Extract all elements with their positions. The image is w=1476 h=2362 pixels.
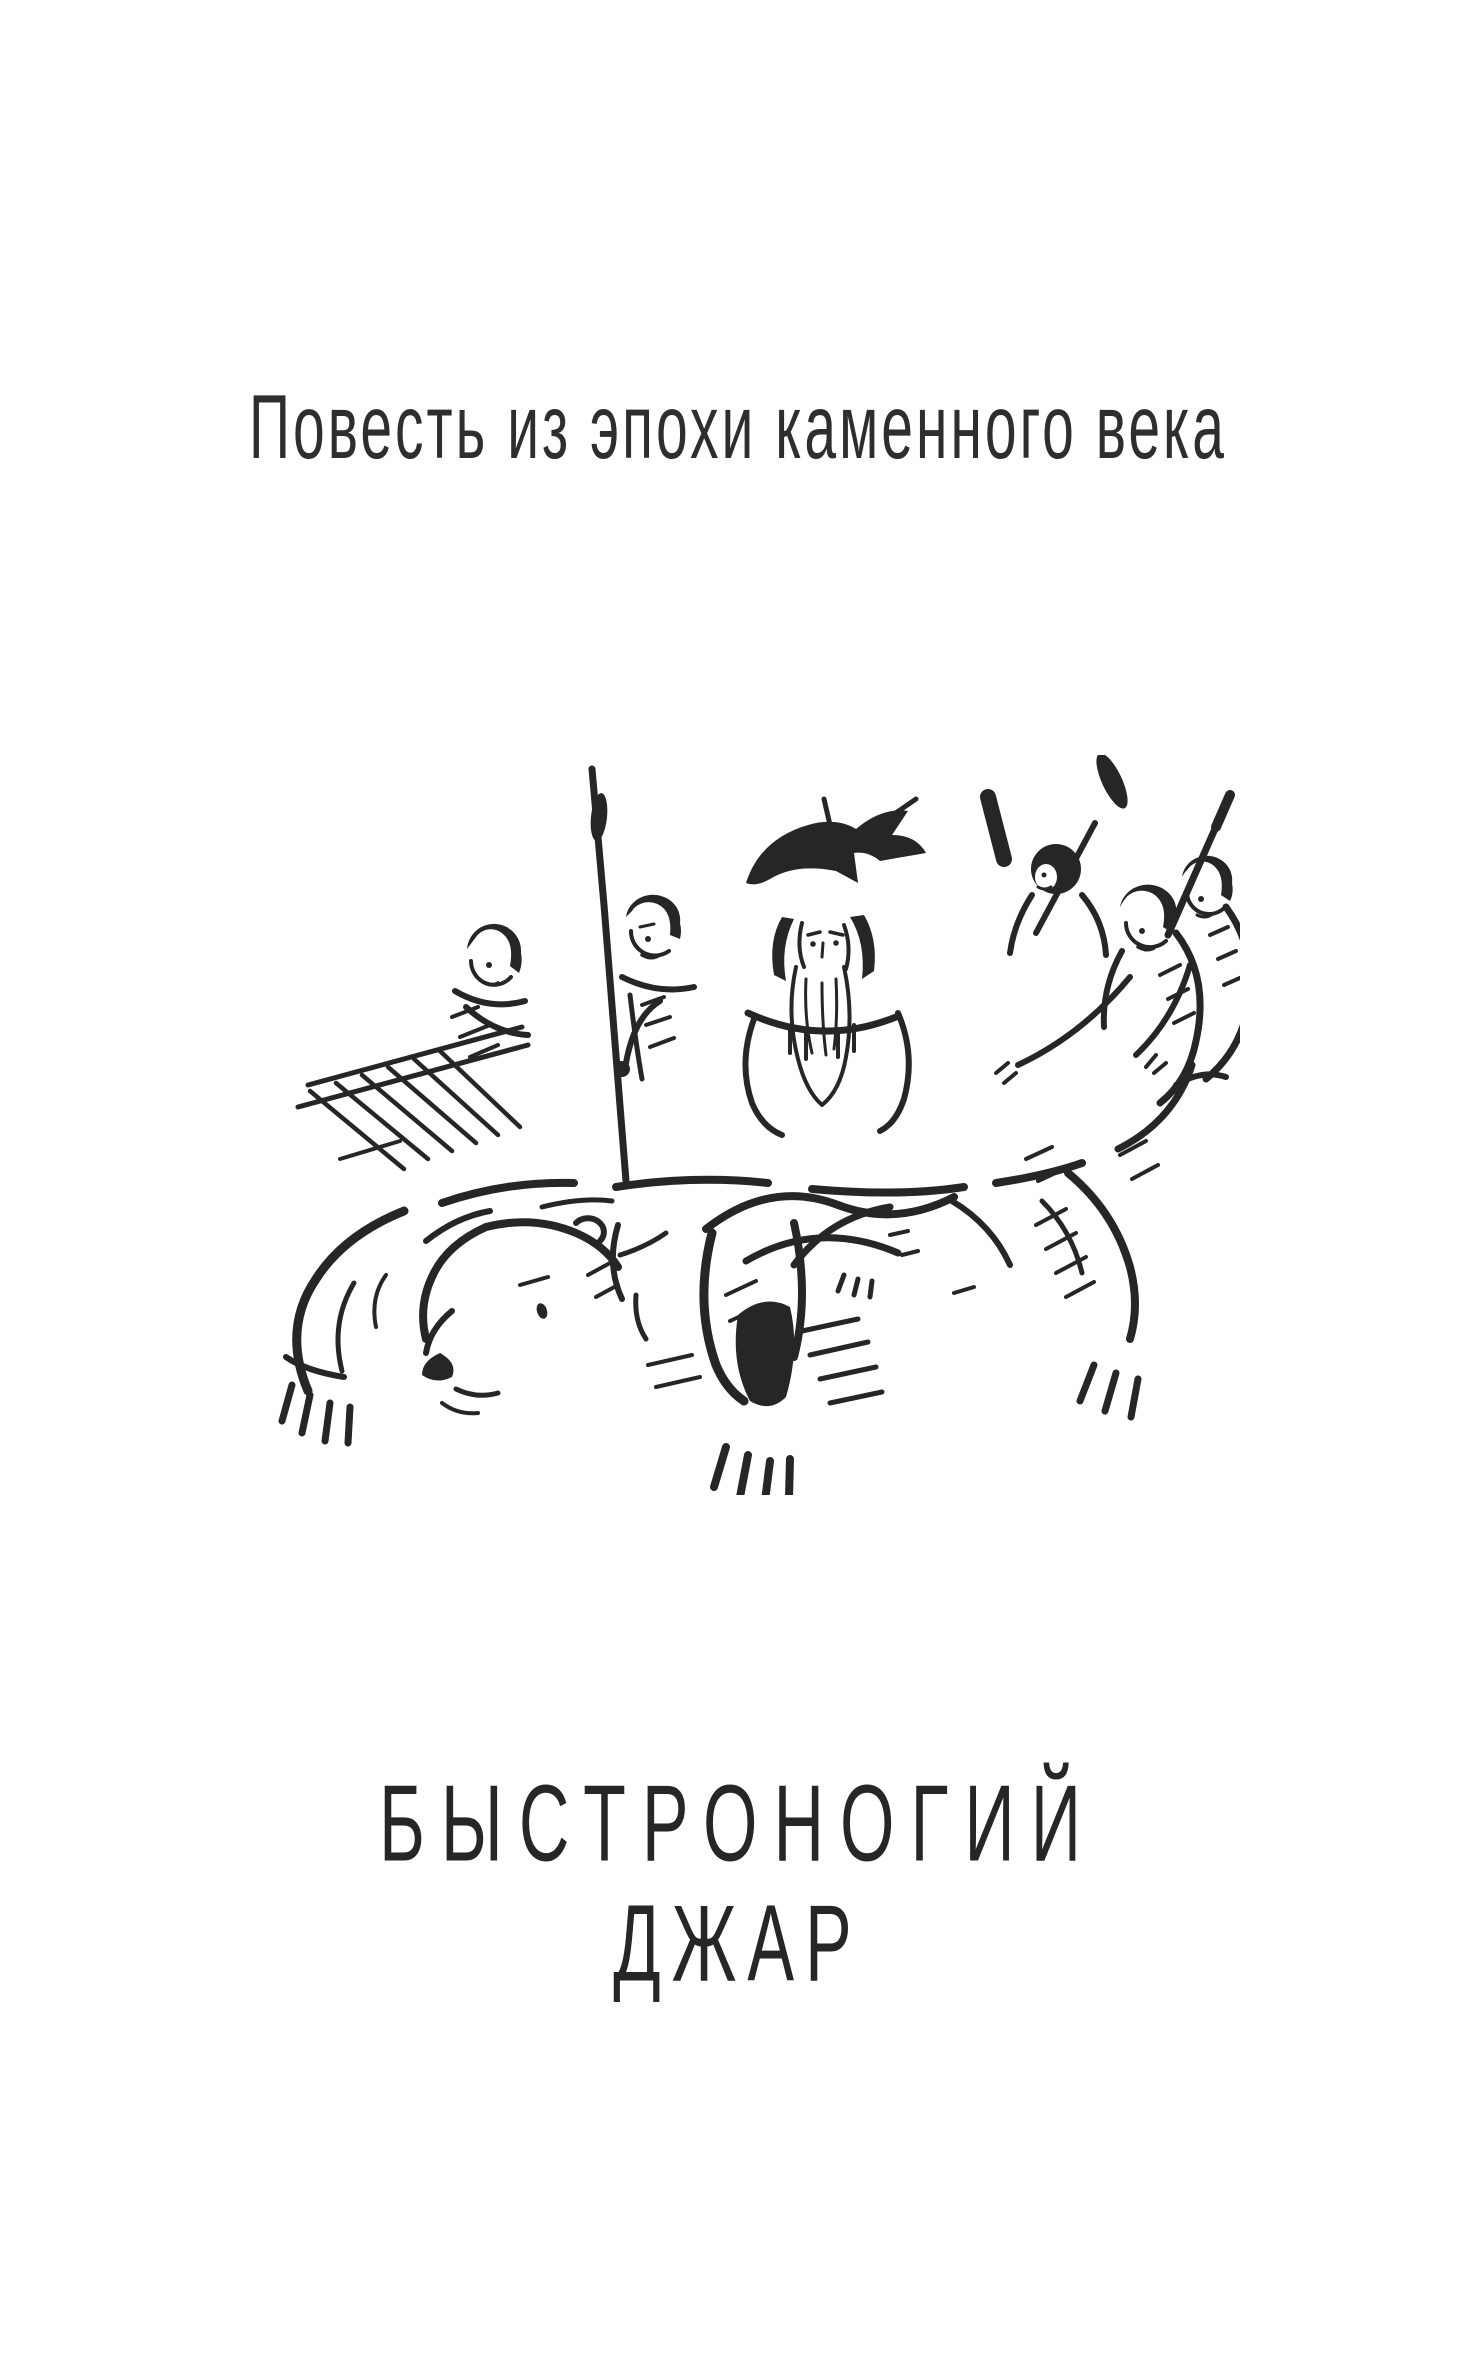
book-title-line-2: ДЖАР: [613, 1882, 863, 2004]
bear-head: [422, 1218, 666, 1413]
spears-icon: [589, 755, 1230, 1181]
series-subtitle: Повесть из эпохи каменного века: [249, 376, 1227, 479]
elder-with-headdress: [706, 799, 954, 1297]
bear-foreleg: [704, 1223, 802, 1495]
hunters-group: [298, 799, 1240, 1297]
stone-age-hunters-bear-illustration: [190, 755, 1240, 1495]
hunter-with-spear: [614, 895, 694, 1079]
bear-carcass: [282, 1141, 1158, 1495]
bear-right-flank: [952, 1141, 1158, 1417]
book-title-line-1: БЫСТРОНОГИЙ: [378, 1762, 1098, 1884]
hunter-dark-hair: [1010, 844, 1106, 955]
ground-hatching: [648, 1231, 974, 1403]
